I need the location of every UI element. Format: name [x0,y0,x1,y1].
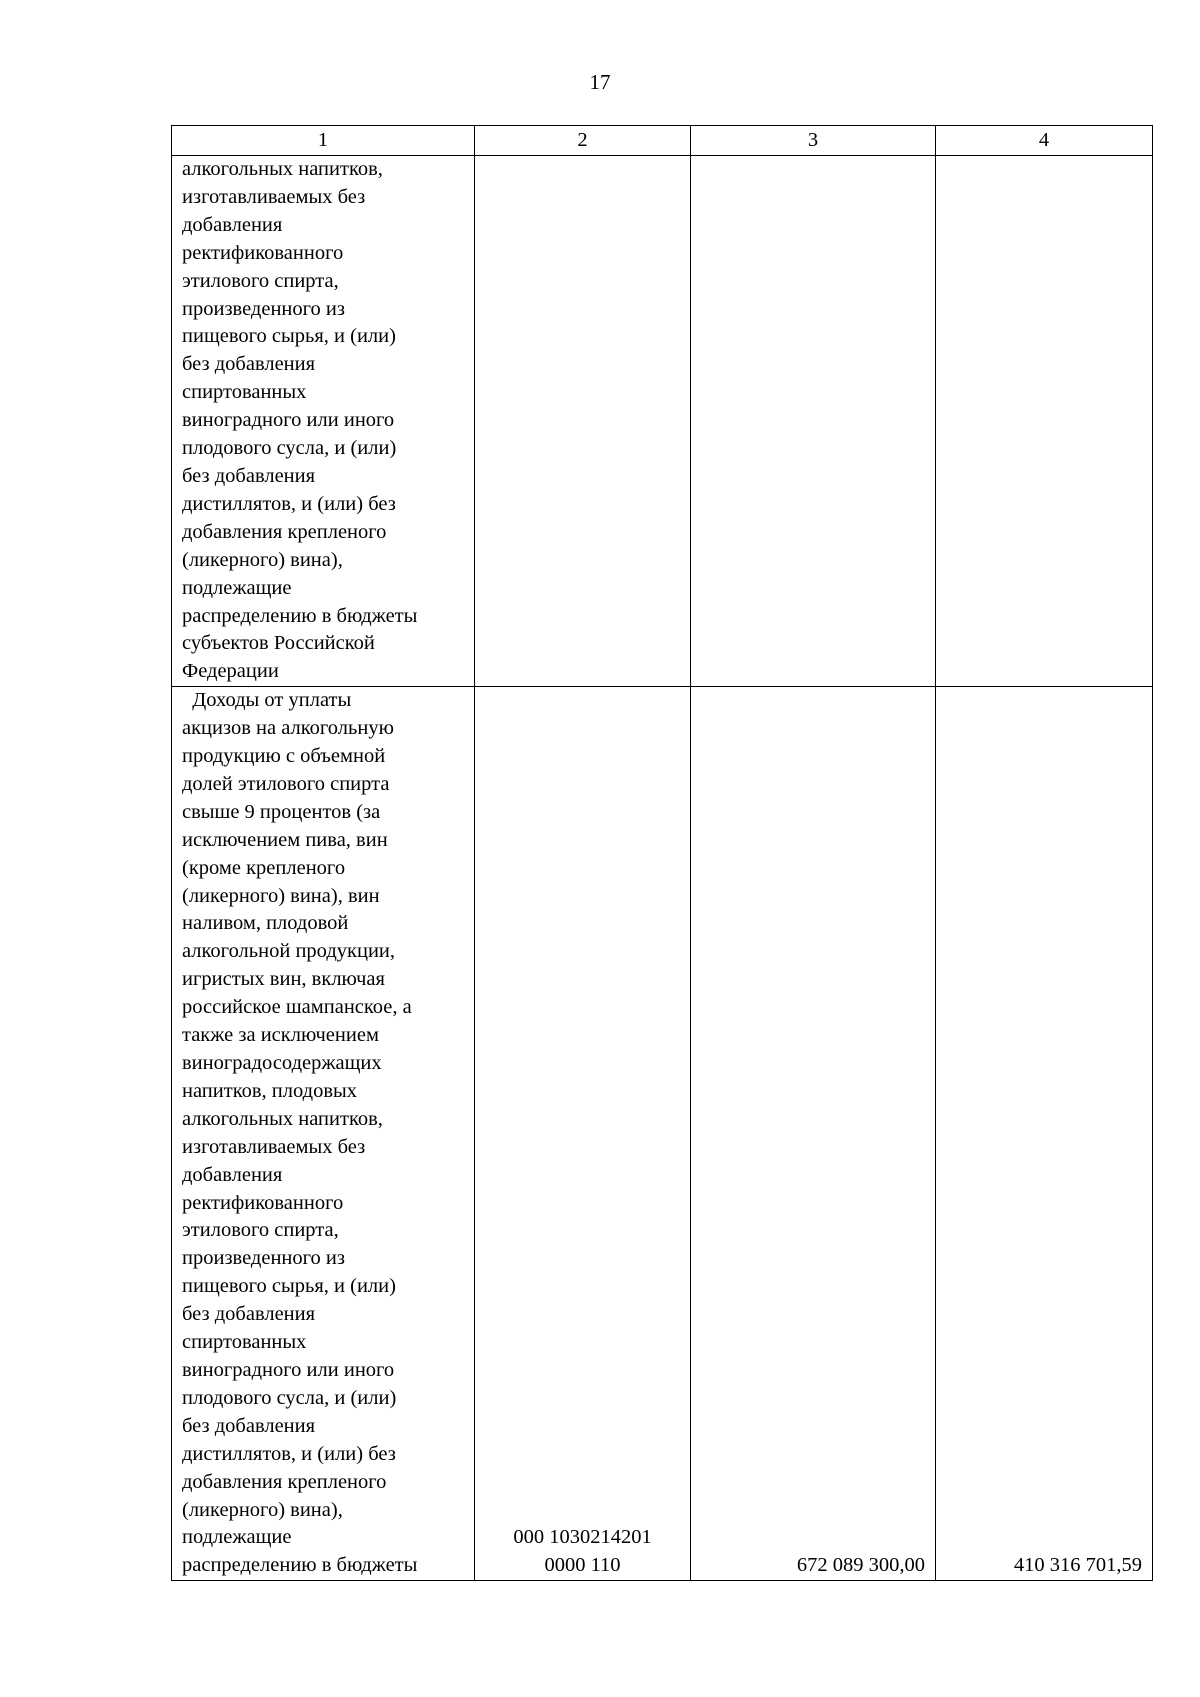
executed-amount-cell: 410 316 701,59 [936,687,1153,1581]
column-header-3: 3 [691,126,936,156]
description-line: распределению в бюджеты [182,604,418,627]
description-line: плодового сусла, и (или) [182,437,397,460]
description-line: российское шампанское, а [182,996,412,1019]
description-line: дистиллятов, и (или) без [182,492,396,515]
description-line: виноградного или иного [182,1358,395,1381]
description-line: добавления [182,1163,283,1186]
description-line: пищевого сырья, и (или) [182,325,396,348]
header-row [172,126,1153,156]
description-line: долей этилового спирта [182,772,390,795]
description-line: наливом, плодовой [182,912,349,935]
description-line: (ликерного) вина), вин [182,884,380,907]
description-line: ректификованного [182,1191,344,1214]
description-line: виноградного или иного [182,409,395,432]
description-line: акцизов на алкогольную [182,717,394,740]
description-line: подлежащие [182,1526,292,1549]
description-line: без добавления [182,353,316,376]
description-line: распределению в бюджеты [182,1554,418,1577]
description-line: без добавления [182,1303,316,1326]
description-line: (кроме крепленого [182,856,346,879]
description-line: игристых вин, включая [182,968,385,991]
description-line: алкогольных напитков, [182,158,383,180]
budget-code-line: 0000 110 [544,1554,621,1577]
column-header-2: 2 [475,126,691,156]
description-line: свыше 9 процентов (за [182,800,381,823]
description-line: (ликерного) вина), [182,548,343,571]
description-line: также за исключением [182,1024,379,1047]
description-line: произведенного из [182,1247,345,1270]
column-header-4: 4 [936,126,1153,156]
description-line: спиртованных [182,1331,307,1354]
description-line: напитков, плодовых [182,1079,358,1102]
description-line: добавления [182,213,283,236]
budget-table [171,125,1153,1581]
description-line: спиртованных [182,381,307,404]
description-line: ректификованного [182,241,344,264]
page-number: 17 [589,70,611,94]
description-line: плодового сусла, и (или) [182,1386,397,1409]
description-line: добавления крепленого [182,520,387,543]
executed-amount-cell [936,156,1153,687]
description-line: (ликерного) вина), [182,1498,343,1521]
description-line: подлежащие [182,576,292,599]
description-line: этилового спирта, [182,269,339,292]
description-line: без добавления [182,1414,316,1437]
description-line: изготавливаемых без [182,1135,366,1158]
plan-amount-cell: 672 089 300,00 [691,687,936,1581]
description-line: виноградосодержащих [182,1052,382,1074]
description-line: субъектов Российской [182,632,375,655]
table-row [172,156,1153,687]
description-line: пищевого сырья, и (или) [182,1275,396,1298]
description-line: этилового спирта, [182,1219,339,1242]
column-header-1: 1 [172,126,475,156]
description-cell [172,687,475,1581]
description-line: продукцию с объемной [182,745,386,768]
code-cell [475,156,691,687]
description-line: Федерации [182,660,279,683]
description-line: добавления крепленого [182,1470,387,1493]
description-line: без добавления [182,464,316,487]
plan-amount-cell [691,156,936,687]
description-cell [172,156,475,687]
table-row [172,687,1153,1581]
description-line: Доходы от уплаты [182,689,352,712]
description-line: дистиллятов, и (или) без [182,1442,396,1465]
description-line: исключением пива, вин [182,828,388,851]
description-line: изготавливаемых без [182,185,366,208]
description-line: алкогольных напитков, [182,1107,383,1130]
code-cell [475,687,691,1581]
description-line: алкогольной продукции, [182,940,396,963]
description-line: произведенного из [182,297,345,320]
budget-code-line: 000 1030214201 [513,1526,652,1549]
